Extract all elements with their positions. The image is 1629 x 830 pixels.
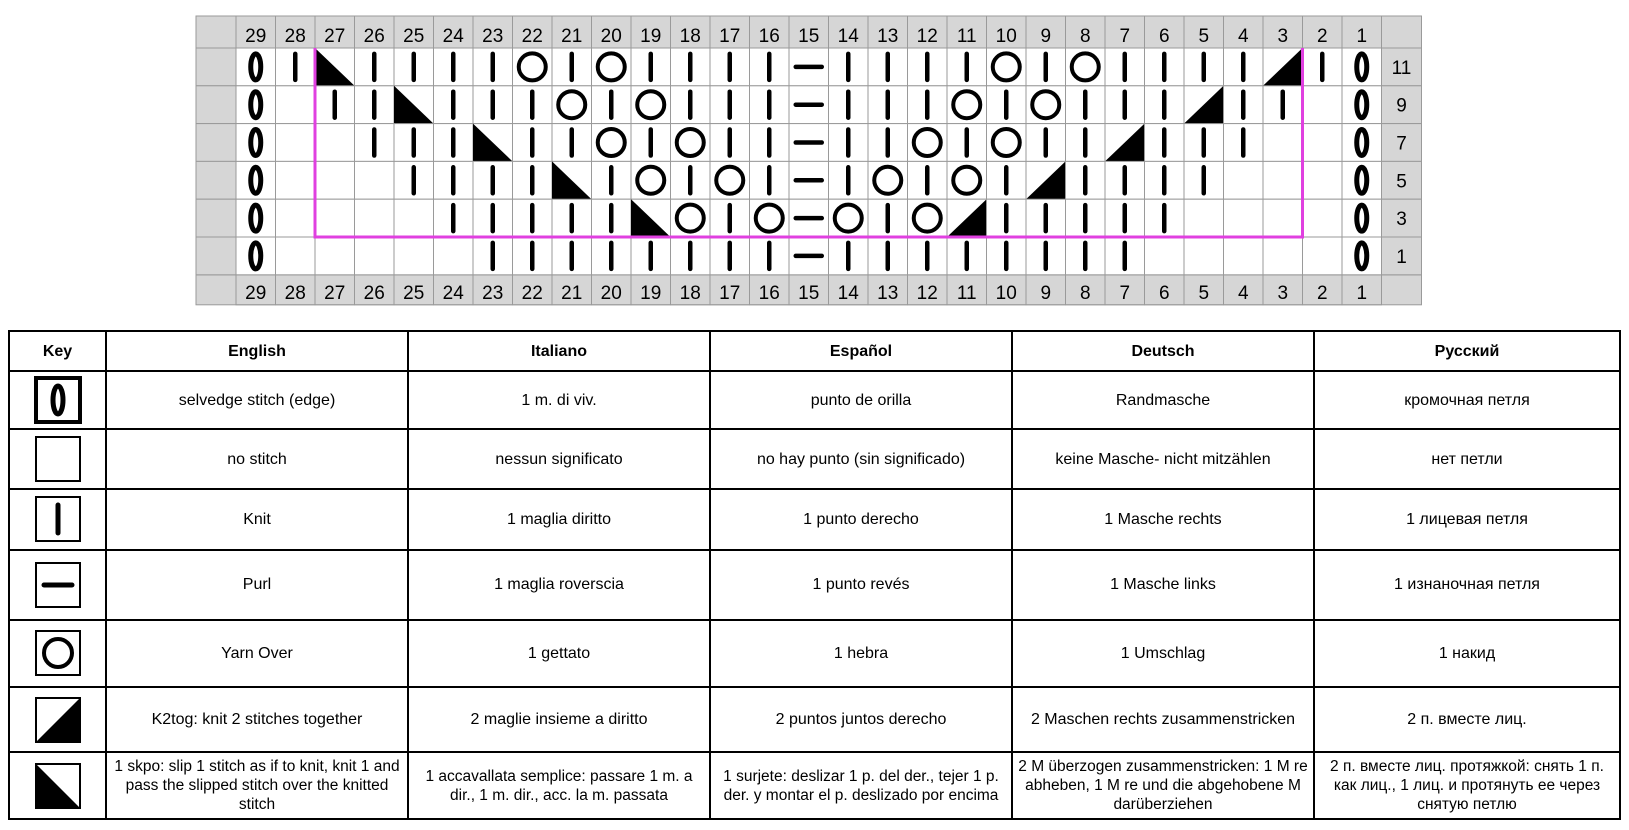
key-deutsch: 1 Umschlag [1012, 620, 1314, 688]
column-number-bottom: 11 [956, 282, 977, 304]
key-symbol-cell [9, 687, 106, 752]
column-number-top: 9 [1040, 26, 1052, 47]
key-espanol: 1 hebra [710, 620, 1012, 688]
chart-cell [1263, 237, 1303, 275]
column-number-top: 20 [600, 26, 622, 47]
key-header-key: Key [9, 331, 106, 371]
chart-cell [1224, 237, 1264, 275]
column-number-top: 11 [956, 26, 977, 47]
key-espanol: punto de orilla [710, 371, 1012, 429]
chart-cell [276, 199, 316, 237]
key-deutsch: 2 M überzogen zusammenstricken: 1 M re abheben, 1 M re und die abgehobene M darüberziehen [1012, 752, 1314, 819]
key-espanol: 2 puntos juntos derecho [710, 687, 1012, 752]
key-deutsch: Randmasche [1012, 371, 1314, 429]
column-number-top: 14 [837, 26, 859, 47]
yarn-over-icon [34, 629, 82, 677]
key-header-deutsch: Deutsch [1012, 331, 1314, 371]
column-number-top: 7 [1119, 26, 1131, 47]
row-left-cell [196, 124, 236, 162]
key-italiano: 1 m. di viv. [408, 371, 710, 429]
key-symbol-cell [9, 620, 106, 688]
column-number-top: 1 [1356, 26, 1368, 47]
column-number-top: 4 [1237, 26, 1249, 47]
row-number: 1 [1396, 246, 1407, 268]
column-number-bottom: 16 [758, 282, 780, 304]
key-deutsch: 1 Masche rechts [1012, 489, 1314, 550]
key-row-skpo [9, 752, 1620, 819]
key-header-italiano: Italiano [408, 331, 710, 371]
column-number-top: 27 [324, 26, 346, 47]
column-number-top: 28 [284, 26, 306, 47]
selvedge-icon [34, 376, 82, 424]
key-symbol-cell [9, 550, 106, 620]
key-italiano: 2 maglie insieme a diritto [408, 687, 710, 752]
column-number-bottom: 15 [798, 282, 820, 304]
column-number-bottom: 25 [403, 282, 425, 304]
column-number-bottom: 2 [1316, 282, 1328, 304]
chart-cell [315, 124, 355, 162]
key-row-no-stitch [9, 429, 1620, 489]
column-number-top: 25 [403, 26, 425, 47]
knit-icon [34, 495, 82, 543]
column-number-bottom: 4 [1237, 282, 1249, 304]
key-italiano: 1 maglia roverscia [408, 550, 710, 620]
column-number-top: 5 [1198, 26, 1210, 47]
row-number: 5 [1396, 171, 1407, 193]
column-number-top: 23 [482, 26, 504, 47]
key-italiano: 1 accavallata semplice: passare 1 m. a dir., 1 m. dir., acc. la m. passata [408, 752, 710, 819]
chart-cell [1263, 161, 1303, 199]
column-number-bottom: 20 [600, 282, 622, 304]
column-number-top: 21 [561, 26, 583, 47]
key-deutsch: 2 Maschen rechts zusammenstricken [1012, 687, 1314, 752]
chart-cell [276, 237, 316, 275]
skpo-icon [34, 762, 82, 810]
no-stitch-icon [34, 435, 82, 483]
column-number-bottom: 6 [1158, 282, 1170, 304]
column-number-bottom: 8 [1079, 282, 1091, 304]
column-number-top: 3 [1277, 26, 1289, 47]
column-number-top: 6 [1158, 26, 1170, 47]
chart-cell [394, 237, 434, 275]
column-number-top: 17 [719, 26, 741, 47]
row-left-cell [196, 86, 236, 124]
chart-cell [1263, 199, 1303, 237]
key-russkiy: 1 изнаночная петля [1314, 550, 1620, 620]
key-espanol: 1 surjete: deslizar 1 p. del der., tejer 1 p. der. y montar el p. deslizado por encima [710, 752, 1012, 819]
key-english: K2tog: knit 2 stitches together [106, 687, 408, 752]
column-number-top: 15 [798, 26, 820, 47]
column-number-bottom: 23 [482, 282, 504, 304]
column-number-top: 18 [679, 26, 701, 47]
key-symbol-cell [9, 371, 106, 429]
column-number-top: 10 [995, 26, 1017, 47]
chart-cell [315, 161, 355, 199]
key-english: Yarn Over [106, 620, 408, 688]
column-number-bottom: 9 [1040, 282, 1052, 304]
column-number-bottom: 26 [363, 282, 385, 304]
chart-cell [434, 237, 474, 275]
key-italiano: 1 maglia diritto [408, 489, 710, 550]
column-number-bottom: 7 [1119, 282, 1131, 304]
chart-cell [1184, 237, 1224, 275]
key-russkiy: 1 накид [1314, 620, 1620, 688]
column-number-bottom: 3 [1277, 282, 1289, 304]
key-symbol-cell [9, 752, 106, 819]
key-russkiy: 2 п. вместе лиц. протяжкой: снять 1 п. как лиц., 1 лиц. и протянуть ее через снятую петлю [1314, 752, 1620, 819]
column-number-bottom: 29 [245, 282, 267, 304]
key-symbol-cell [9, 429, 106, 489]
key-russkiy: 1 лицевая петля [1314, 489, 1620, 550]
key-russkiy: нет петли [1314, 429, 1620, 489]
column-number-bottom: 10 [995, 282, 1017, 304]
key-english: no stitch [106, 429, 408, 489]
key-english: 1 skpo: slip 1 stitch as if to knit, knit 1 and pass the slipped stitch over the knitted stitch [106, 752, 408, 819]
key-header-russkiy: Русский [1314, 331, 1620, 371]
key-row-knit [9, 489, 1620, 550]
chart-cell [276, 161, 316, 199]
key-header-row [9, 331, 1620, 371]
chart-cell [276, 86, 316, 124]
column-number-bottom: 18 [679, 282, 701, 304]
key-row-k2tog [9, 687, 1620, 752]
key-english: selvedge stitch (edge) [106, 371, 408, 429]
chart-cell [1303, 86, 1343, 124]
column-number-bottom: 21 [561, 282, 583, 304]
column-number-bottom: 12 [916, 282, 938, 304]
key-english: Knit [106, 489, 408, 550]
chart-grid [195, 15, 1423, 306]
column-number-bottom: 1 [1356, 282, 1368, 304]
chart-cell [394, 199, 434, 237]
key-symbol-cell [9, 489, 106, 550]
column-number-top: 12 [916, 26, 938, 47]
chart-cell [1303, 199, 1343, 237]
chart-cell [315, 237, 355, 275]
column-number-top: 24 [442, 26, 464, 47]
stitch-key-table [8, 330, 1621, 820]
column-number-top: 26 [363, 26, 385, 47]
chart-cell [1184, 199, 1224, 237]
row-number: 9 [1396, 95, 1407, 117]
row-number: 11 [1391, 57, 1412, 79]
row-left-cell [196, 237, 236, 275]
column-number-top: 29 [245, 26, 267, 47]
column-number-bottom: 5 [1198, 282, 1210, 304]
key-espanol: no hay punto (sin significado) [710, 429, 1012, 489]
key-header-espanol: Español [710, 331, 1012, 371]
chart-cell [315, 199, 355, 237]
chart-cell [355, 237, 395, 275]
chart-cell [1224, 199, 1264, 237]
column-number-bottom: 13 [877, 282, 899, 304]
key-header-english: English [106, 331, 408, 371]
column-number-bottom: 28 [284, 282, 306, 304]
row-left-cell [196, 199, 236, 237]
k2tog-icon [34, 696, 82, 744]
row-number: 7 [1396, 133, 1407, 155]
column-number-bottom: 19 [640, 282, 662, 304]
key-italiano: 1 gettato [408, 620, 710, 688]
chart-cell [355, 199, 395, 237]
chart-cell [1224, 161, 1264, 199]
chart-cell [1303, 124, 1343, 162]
row-left-cell [196, 48, 236, 86]
key-row-purl [9, 550, 1620, 620]
chart-cell [355, 161, 395, 199]
key-english: Purl [106, 550, 408, 620]
column-number-top: 8 [1079, 26, 1091, 47]
column-number-top: 19 [640, 26, 662, 47]
key-italiano: nessun significato [408, 429, 710, 489]
column-number-top: 2 [1316, 26, 1328, 47]
key-espanol: 1 punto derecho [710, 489, 1012, 550]
chart-cell [1303, 237, 1343, 275]
purl-icon [34, 561, 82, 609]
key-russkiy: кромочная петля [1314, 371, 1620, 429]
knitting-chart [195, 15, 1423, 306]
chart-cell [1145, 237, 1185, 275]
key-russkiy: 2 п. вместе лиц. [1314, 687, 1620, 752]
column-number-top: 13 [877, 26, 899, 47]
chart-cell [1263, 124, 1303, 162]
chart-cell [276, 124, 316, 162]
column-number-bottom: 17 [719, 282, 741, 304]
key-row-selvedge [9, 371, 1620, 429]
column-number-bottom: 27 [324, 282, 346, 304]
key-deutsch: keine Masche- nicht mitzählen [1012, 429, 1314, 489]
column-number-top: 22 [521, 26, 543, 47]
column-number-bottom: 14 [837, 282, 859, 304]
key-espanol: 1 punto revés [710, 550, 1012, 620]
key-row-yarn-over [9, 620, 1620, 688]
column-number-bottom: 22 [521, 282, 543, 304]
chart-cell [1303, 161, 1343, 199]
column-number-bottom: 24 [442, 282, 464, 304]
key-deutsch: 1 Masche links [1012, 550, 1314, 620]
row-number: 3 [1396, 209, 1407, 231]
column-number-top: 16 [758, 26, 780, 47]
row-left-cell [196, 161, 236, 199]
